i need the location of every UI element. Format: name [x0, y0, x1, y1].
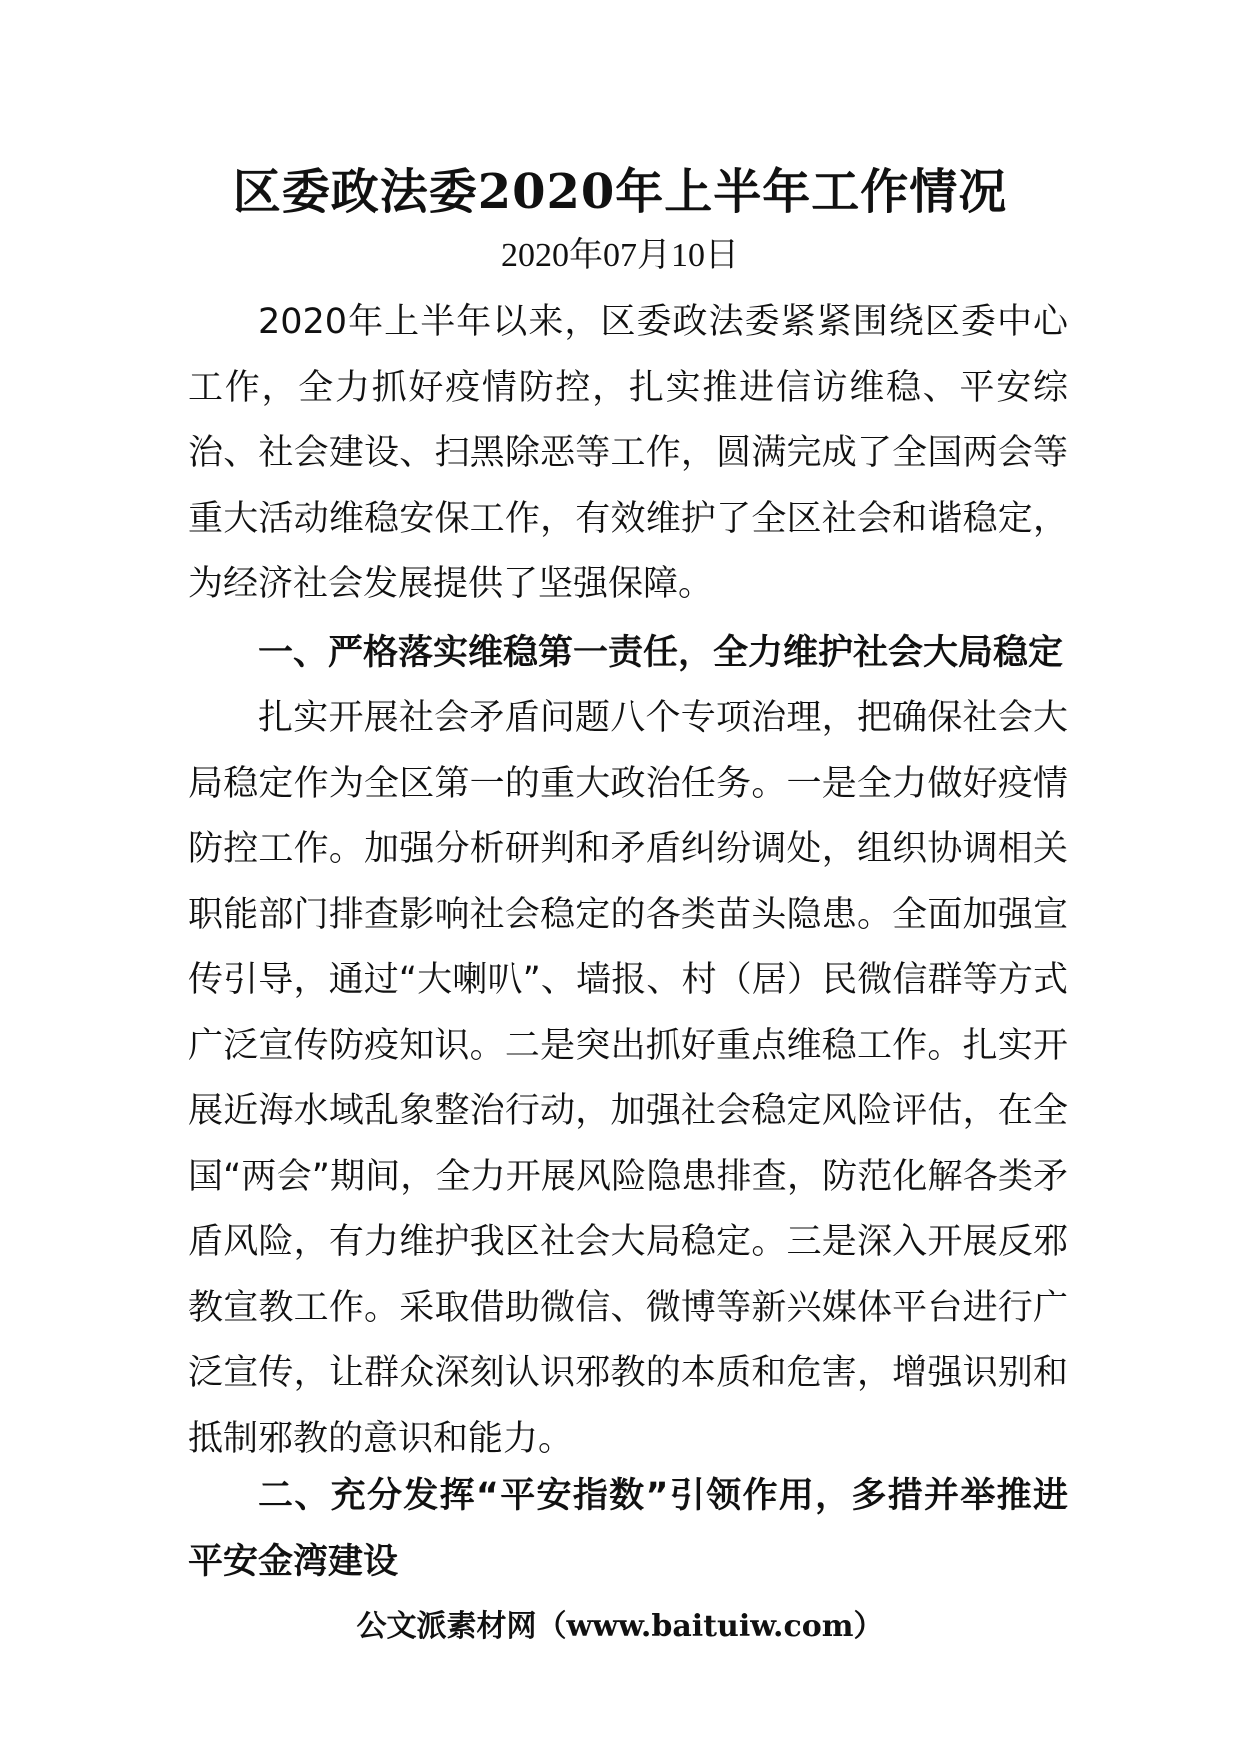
- section-heading-2: 二、充分发挥“平安指数”引领作用，多措并举推进平安金湾建设: [188, 1476, 1068, 1582]
- document-title: 区委政法委2020年上半年工作情况: [232, 164, 1008, 220]
- paragraph-intro: 2020年上半年以来，区委政法委紧紧围绕区委中心工作，全力抓好疫情防控，扎实推进信访维稳、平安综治、社会建设、扫黑除恶等工作，圆满完成了全国两会等重大活动维稳安保工作，有效维护了全区社会和谐稳定，为经济社会发展提供了坚强保障。: [188, 302, 1068, 604]
- section-heading-1: 一、严格落实维稳第一责任，全力维护社会大局稳定: [258, 633, 1064, 673]
- document-date: 2020年07月10日: [501, 237, 739, 274]
- paragraph-section-1: 扎实开展社会矛盾问题八个专项治理，把确保社会大局稳定作为全区第一的重大政治任务。一是全力做好疫情防控工作。加强分析研判和矛盾纠纷调处，组织协调相关职能部门排查影响社会稳定的各类苗头隐患。全面加强宣传引导，通过“大喇叭”、墙报、村（居）民微信群等方式广泛宣传防疫知识。二是突出抓好重点维稳工作。扎实开展近海水域乱象整治行动，加强社会稳定风险评估，在全国“两会”期间，全力开展风险隐患排查，防范化解各类矛盾风险，有力维护我区社会大局稳定。三是深入开展反邪教宣教工作。采取借助微信、微博等新兴媒体平台进行广泛宣传，让群众深刻认识邪教的本质和危害，增强识别和抵制邪教的意识和能力。: [188, 698, 1068, 1459]
- footer-watermark: 公文派素材网（www.baituiw.com）: [356, 1609, 884, 1644]
